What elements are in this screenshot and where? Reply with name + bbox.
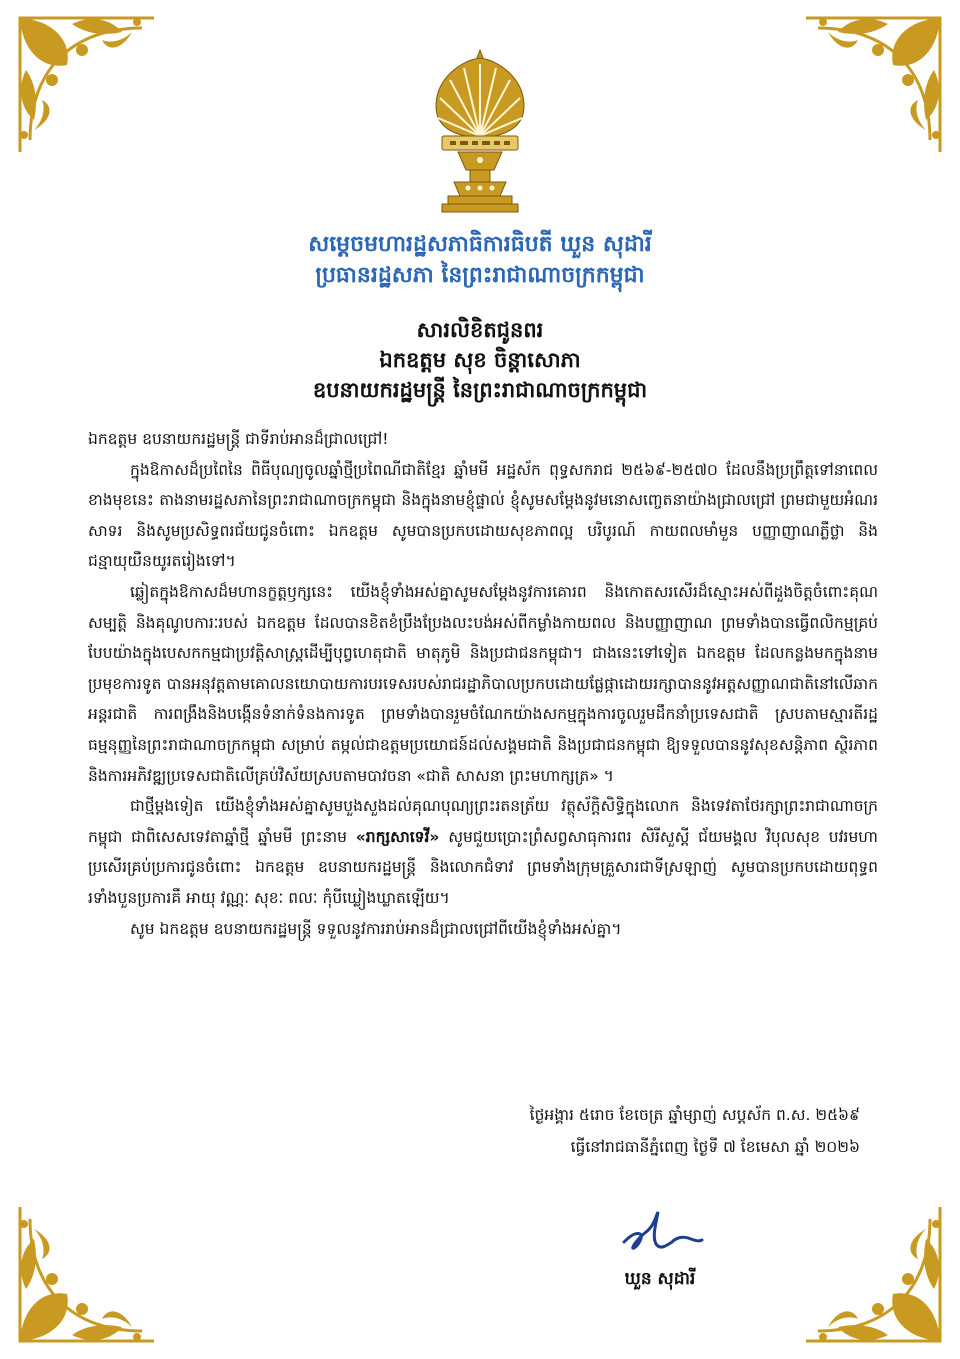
- sender-title: ប្រធានរដ្ឋសភា នៃព្រះរាជាណាចក្រកម្ពុជា: [315, 263, 645, 288]
- recipient-name: ឯកឧត្តម សុខ ចិន្តាសោភា: [379, 348, 581, 372]
- date-block: [420, 1099, 860, 1163]
- paragraph-2: ឆ្លៀតក្នុងឱកាសដ៏មហានក្ខត្តឫក្សនេះ យើងខ្ញុំទាំងអស់គ្នាសូមសម្តែងនូវការគោរព និងកោតសរសើរដ៏ស្មោះអស់ពីដួងចិត្តចំពោះគុណសម្បត្តិ និងគុណូបការៈរបស់ ឯកឧត្តម ដែលបានខិតខំប្រឹងប្រែងលះបង់អស់ពីកម្លាំងកាយពល និងបញ្ញាញាណ ព្រមទាំងបានធ្វើពលិកម្មគ្រប់បែបយ៉ាងក្នុងបេសកកម្មជាប្រវត្តិសាស្ត្រដើម្បីបុព្វហេតុជាតិ មាតុភូមិ និងប្រជាជនកម្ពុជា។ ជាងនេះទៅទៀត ឯកឧត្តម ដែលកន្លងមកក្នុងនាមប្រមុខការទូត បានអនុវត្តតាមគោលនយោបាយការបរទេសរបស់រាជរដ្ឋាភិបាលប្រកបដោយផ្លែផ្កាដោយរក្សាបាននូវអត្តសញ្ញាណជាតិនៅលើឆាកអន្តរជាតិ ការពង្រឹងនិងបង្កើនទំនាក់ទំនងការទូត ព្រមទាំងបានរួមចំណែកយ៉ាងសកម្មក្នុងការចូលរួមដឹកនាំប្រទេសជាតិ ស្របតាមស្មារតីរដ្ឋធម្មនុញ្ញនៃព្រះរាជាណាចក្រកម្ពុជា សម្រាប់ តម្កល់ជាឧត្តមប្រយោជន៍ដល់សង្គមជាតិ និងប្រជាជនកម្ពុជា ឱ្យទទួលបាននូវសុខសន្តិភាព ស្ថិរភាព និងការអភិវឌ្ឍប្រទេសជាតិលើគ្រប់វិស័យស្របតាមបាវចនា «ជាតិ សាសនា ព្រះមហាក្សត្រ» ។: [88, 582, 878, 785]
- letter-body: [88, 424, 878, 944]
- sender-name: សម្តេចមហារដ្ឋសភាធិការធិបតី ឃួន សុដារី: [308, 232, 652, 257]
- signature-icon: [616, 1202, 706, 1257]
- parliament-emblem-icon: [428, 48, 532, 220]
- paragraph-3: [88, 791, 878, 913]
- ornament-corner-icon: [12, 1199, 162, 1349]
- ornament-corner-icon: [798, 1199, 948, 1349]
- message-heading: សារលិខិតជូនពរ: [416, 318, 544, 342]
- closing-line: សូម ឯកឧត្តម ឧបនាយករដ្ឋមន្ត្រី ទទួលនូវការរាប់អានដ៏ជ្រាលជ្រៅពីយើងខ្ញុំទាំងអស់គ្នា។: [130, 919, 622, 938]
- deity-name: «រាក្សសាទេវី»: [355, 827, 440, 846]
- recipient-title: ឧបនាយករដ្ឋមន្ត្រី នៃព្រះរាជាណាចក្រកម្ពុជា: [312, 378, 648, 402]
- lunar-date: ថ្ងៃអង្គារ ៥រោច ខែចេត្រ ឆ្នាំម្សាញ់ សប្តស័ក ព.ស. ២៥៦៩: [529, 1106, 860, 1124]
- paragraph-1: ក្នុងឱកាសដ៏ប្រពៃនៃ ពិធីបុណ្យចូលឆ្នាំថ្មីប្រពៃណីជាតិខ្មែរ ឆ្នាំមមី អដ្ឋស័ក ពុទ្ធសករាជ ២៥៦៩-២៥៧០ ដែលនឹងប្រព្រឹត្តទៅនាពេលខាងមុខនេះ តាងនាមរដ្ឋសភានៃព្រះរាជាណាចក្រកម្ពុជា និងក្នុងនាមខ្ញុំផ្ទាល់ ខ្ញុំសូមសម្តែងនូវមនោសញ្ចេតនាយ៉ាងជ្រាលជ្រៅ ព្រមជាមួយអំណរសាទរ និងសូមប្រសិទ្ធពរជ័យជូនចំពោះ ឯកឧត្តម សូមបានប្រកបដោយសុខភាពល្អ បរិបូរណ៍ កាយពលមាំមួន បញ្ញាញាណភ្លឺថ្លា និងជន្មាយុយឺនយូរតរៀងទៅ។: [88, 460, 878, 571]
- signer-name: ឃួន សុដារី: [624, 1269, 696, 1289]
- ornament-corner-icon: [798, 10, 948, 160]
- solar-date: ធ្វើនៅរាជធានីភ្នំពេញ ថ្ងៃទី ៧ ខែមេសា ឆ្នាំ ២០២៦: [570, 1138, 860, 1156]
- paragraph-3-text-b: សូមជួយប្រោះព្រំសព្វសាធុការពរ សិរីសួស្តី ជ័យមង្គល វិបុលសុខ បវរមហាប្រសើរគ្រប់ប្រការជូនចំពោះ ឯកឧត្តម ឧបនាយករដ្ឋមន្ត្រី និងលោកជំទាវ ព្រមទាំងក្រុមគ្រួសារជាទីស្រឡាញ់ សូមបានប្រកបដោយពុទ្ធពរទាំងបួនប្រការគឺ អាយុ វណ្ណៈ សុខៈ ពលៈ កុំបីឃ្លៀងឃ្លាតឡើយ។: [88, 827, 878, 907]
- ornament-corner-icon: [12, 10, 162, 160]
- salutation: ឯកឧត្តម ឧបនាយករដ្ឋមន្ត្រី ជាទីរាប់អានដ៏ជ្រាលជ្រៅ!: [88, 430, 389, 448]
- paragraph-3-text-a: ជាថ្មីម្តងទៀត យើងខ្ញុំទាំងអស់គ្នាសូមបួងសួងដល់គុណបុណ្យព្រះរតនត្រ័យ វត្ថុស័ក្តិសិទ្ធិក្នុងលោក និងទេវតាថែរក្សាព្រះរាជាណាចក្រកម្ពុជា ជាពិសេសទេវតាឆ្នាំថ្មី ឆ្នាំមមី ព្រះនាម: [88, 797, 878, 846]
